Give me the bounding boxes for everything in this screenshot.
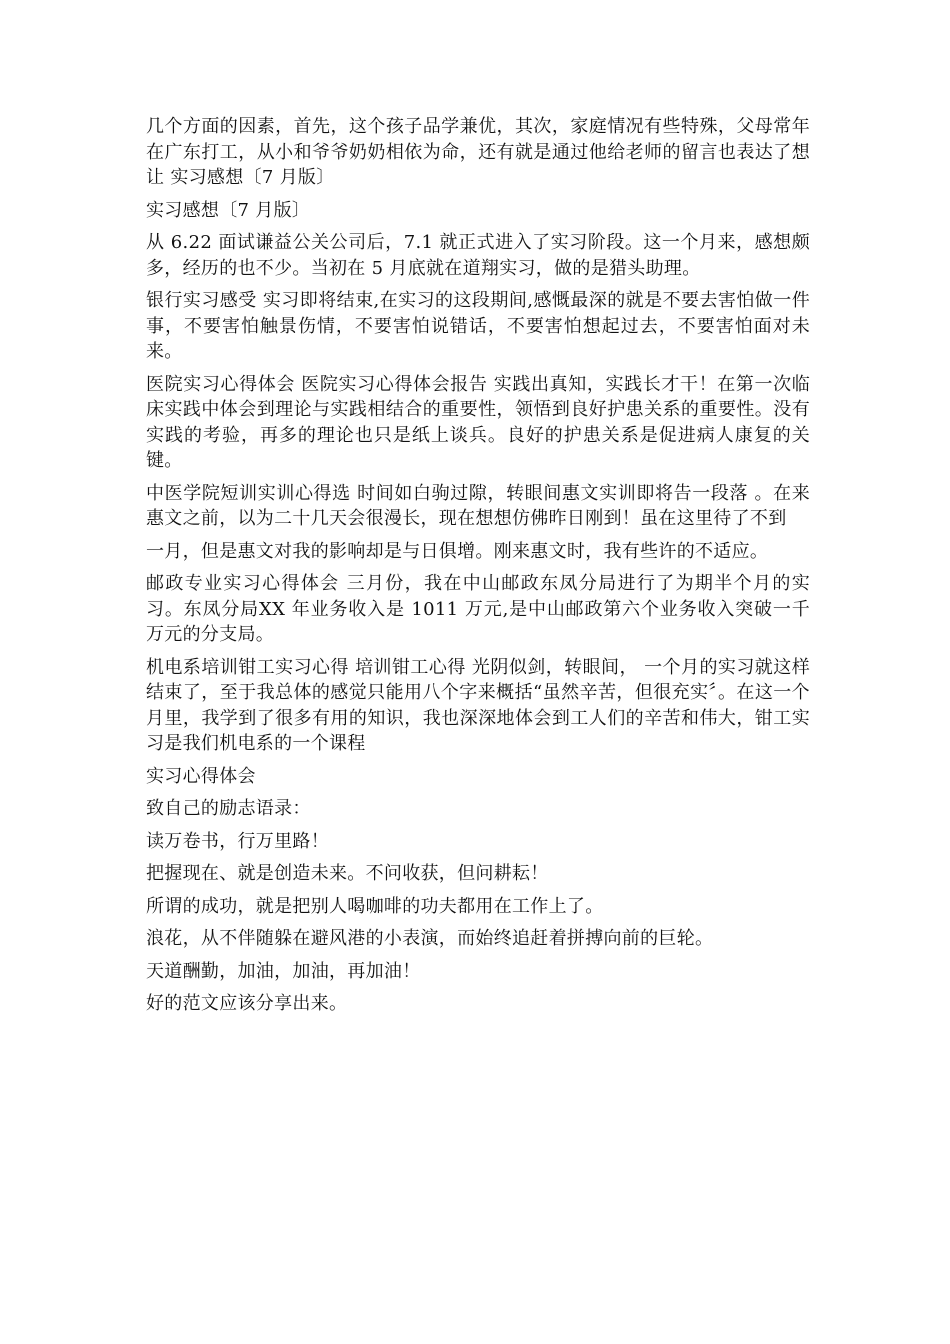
paragraph-motto-4: 浪花，从不伴随躲在避风港的小表演，而始终追赶着拼搏向前的巨轮。 — [146, 928, 714, 949]
paragraph-heading-july: 实习感想〔7 月版〕 — [146, 199, 311, 221]
paragraph-motto-1: 读万卷书，行万里路！ — [146, 830, 329, 852]
paragraph-pr-internship: 从 6.22 面试谦益公关公司后，7.1 就正式进入了实习阶段。这一个月来，感想颇多，经历的也不少。当初在 5 月底就在道翔实习，做的是猎头助理。 — [146, 232, 810, 279]
paragraph-bank-internship: 银行实习感受 实习即将结束,在实习的这段期间,感慨最深的就是不要去害怕做一件事，不要害怕触景伤情，不要害怕说错话，不要害怕想起过去，不要害怕面对未来。 — [146, 290, 810, 362]
paragraph-heading-internship-experience: 实习心得体会 — [146, 765, 256, 787]
paragraph-intro-continued: 几个方面的因素，首先，这个孩子品学兼优，其次，家庭情况有些特殊，父母常年在广东打工，从小和爷爷奶奶相依为命，还有就是通过他给老师的留言也表达了想让 实习感想〔7 月版〕 — [146, 116, 810, 188]
paragraph-postal-internship: 邮政专业实习心得体会 三月份，我在中山邮政东凤分局进行了为期半个月的实习。东凤分局XX 年业务收入是 1011 万元,是中山邮政第六个业务收入突破一千万元的分支局。 — [146, 573, 810, 645]
paragraph-motto-5: 天道酬勤，加油，加油，再加油！ — [146, 960, 421, 982]
paragraph-fitter-training: 机电系培训钳工实习心得 培训钳工心得 光阴似剑，转眼间， 一个月的实习就这样结束了，至于我总体的感觉只能用八个字来概括“虽然辛苦，但很充实〞。在这一个月里，我学到了很多有用的知识，我也深深地体会到工人们的辛苦和伟大，钳工实习是我们机电系的一个课程 — [146, 656, 810, 754]
paragraph-motto-2: 把握现在、就是创造未来。不问收获，但问耕耘！ — [146, 863, 549, 884]
paragraph-tcm-training-continued: 一月，但是惠文对我的影响却是与日俱增。刚来惠文时，我有些许的不适应。 — [146, 540, 769, 562]
paragraph-closing: 好的范文应该分享出来。 — [146, 993, 348, 1014]
paragraph-motto-heading: 致自己的励志语录： — [146, 798, 311, 819]
paragraph-hospital-internship: 医院实习心得体会 医院实习心得体会报告 实践出真知，实践长才干！在第一次临床实践中体会到理论与实践相结合的重要性，领悟到良好护患关系的重要性。没有实践的考验，再多的理论也只是纸上谈兵。良好的护患关系是促进病人康复的关键。 — [146, 373, 810, 471]
document-body — [146, 114, 810, 1024]
paragraph-tcm-training: 中医学院短训实训心得选 时间如白驹过隙，转眼间惠文实训即将告一段落 。在来惠文之前，以为二十几天会很漫长，现在想想仿佛昨日刚到！虽在这里待了不到 — [146, 482, 810, 529]
paragraph-motto-3: 所谓的成功，就是把别人喝咖啡的功夫都用在工作上了。 — [146, 895, 604, 917]
